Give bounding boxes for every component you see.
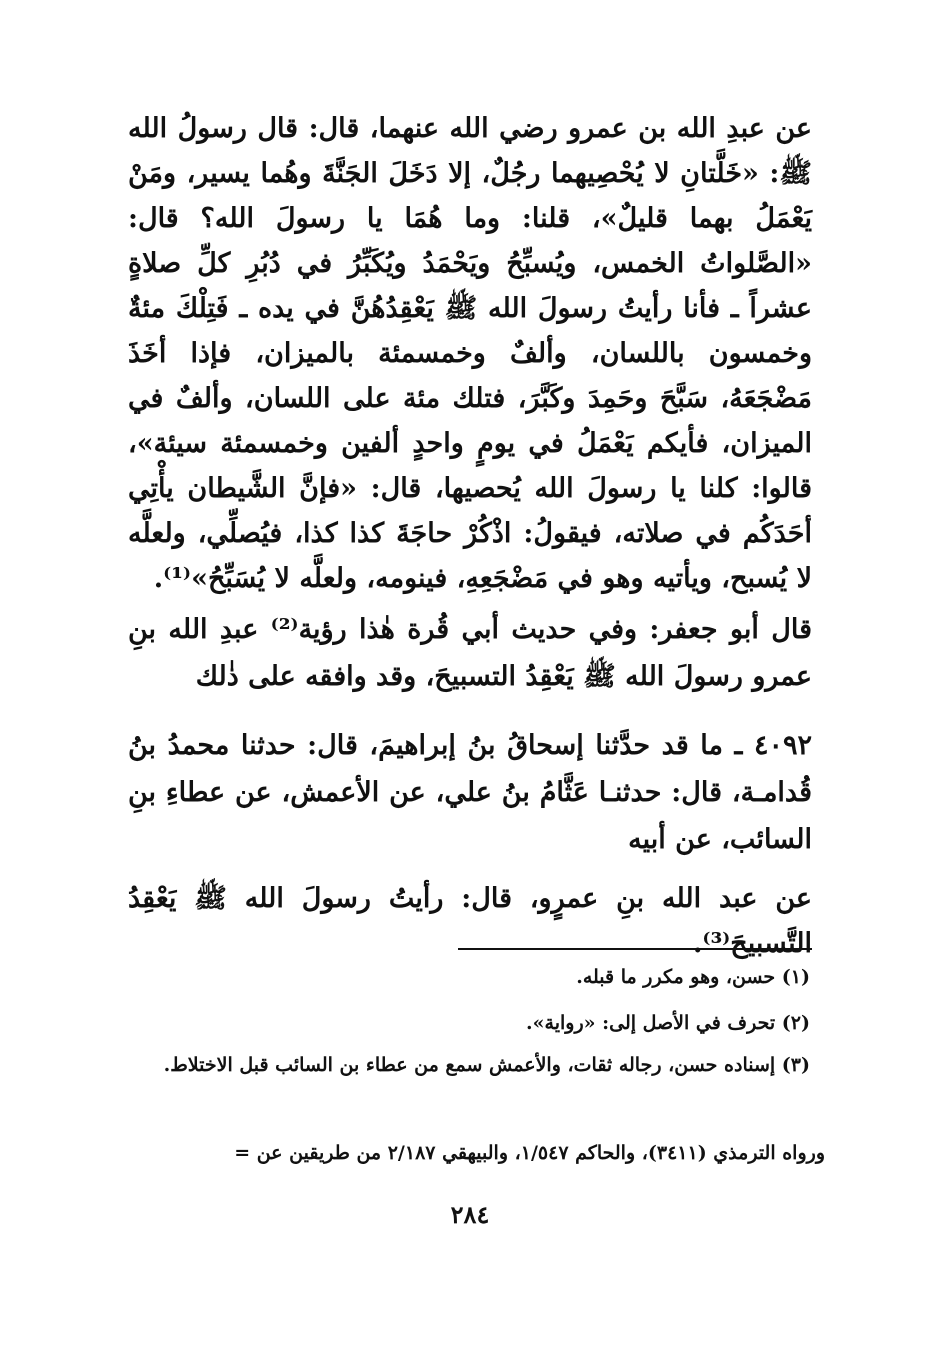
commentary-paragraph: قال أبو جعفر: وفي حديث أبي قُرة هٰذا رؤية⁽²⁾ عبدِ الله بنِ عمرو رسولَ الله ﷺ يَعْقِدُ التسبيحَ، وقد وافقه على ذٰلك [128,614,813,692]
hadith-paragraph: عن عبدِ الله بن عمرو رضي الله عنهما، قال: قال رسولُ الله ﷺ: «خَلَّتانِ لا يُحْصِيهما رجُلٌ، إلا دَخَلَ الجَنَّةَ وهُما يسير، ومَنْ يَعْمَلُ بهما قليلٌ»، قلنا: وما هُمَا يا رسولَ الله؟ قال: «الصَّلواتُ الخمس، ويُسبِّحُ ويَحْمَدُ ويُكَبِّرُ في دُبُرِ كلِّ صلاةٍ عشراً ـ فأنا رأيتُ رسولَ الله ﷺ يَعْقِدُهُنَّ في يده ـ فَتِلْكَ مئةٌ وخمسون باللسان، وألفٌ وخمسمئة بالميزان، فإذا أخَذَ مَضْجَعَهُ، سَبَّحَ وحَمِدَ وكَبَّرَ، فتلك مئة على اللسان، وألفٌ في الميزان، فأيكم يَعْمَلُ في يومٍ واحدٍ ألفين وخمسمئة سيئة»، قالوا: كلنا يا رسولَ الله يُحصيها، قال: «فإنَّ الشَّيطان يأْتِي أحَدَكُم في صلاته، فيقولُ: اذْكُرْ حاجَةَ كذا كذا، فيُصلِّي، ولعلَّه لا يُسبح، ويأتيه وهو في مَضْجَعِهِ، فينومه، ولعلَّه لا يُسَبِّحُ»⁽¹⁾. [128,113,812,594]
footnote-1: (١) حسن، وهو مكرر ما قبله. [576,966,810,988]
footnote-2: (٢) تحرف في الأصل إلى: «رواية». [526,1012,810,1034]
footnote-continuation: ورواه الترمذي (٣٤١١)، والحاكم ١/٥٤٧، والبيهقي ٢/١٨٧ من طريقين عن = [234,1142,825,1164]
footnote-divider [458,948,812,950]
page-number: ٢٨٤ [450,1200,490,1229]
footnote-3: (٣) إسناده حسن، رجاله ثقات، والأعمش سمع من عطاء بن السائب قبل الاختلاط. [163,1054,810,1076]
hadith-text-paragraph: عن عبد الله بنِ عمرٍو، قال: رأيتُ رسولَ الله ﷺ يَعْقِدُ التَّسبيحَ⁽³⁾. [128,883,812,959]
isnad-paragraph: ٤٠٩٢ ـ ما قد حدَّثنا إسحاقُ بنُ إبراهيمَ، قال: حدثنا محمدُ بنُ قُدامـة، قال: حدثنـا عَثَّامُ بنُ علي، عن الأعمش، عن عطاءِ بنِ السائب، عن أبيه [128,730,812,855]
